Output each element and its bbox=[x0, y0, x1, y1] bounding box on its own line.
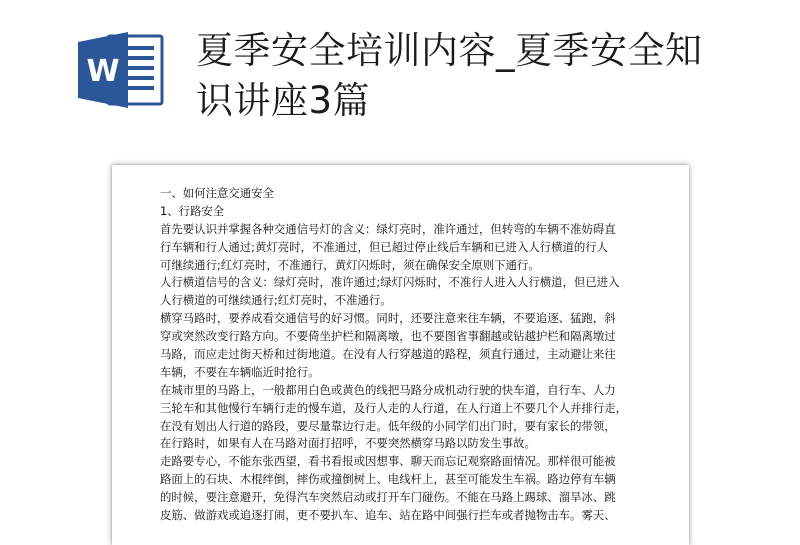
doc-line: 马路，而应走过街天桥和过街地道。在没有人行穿越道的路程，须直行通过，主动避让来往 bbox=[160, 347, 616, 362]
doc-line: 穿或突然改变行路方向。不要倚坐护栏和隔离墩，也不要图省事翻越或钻越护栏和隔离墩过 bbox=[160, 329, 616, 344]
doc-line: 人行横道的可继续通行;红灯亮时，不准通行。 bbox=[160, 293, 392, 308]
doc-line: 的时候，要注意避开，免得汽车突然启动或打开车门碰伤。不能在马路上踢球、溜旱冰、跳 bbox=[160, 490, 616, 505]
doc-line: 在行路时，如果有人在马路对面打招呼，不要突然横穿马路以防发生事故。 bbox=[160, 436, 536, 451]
document-body bbox=[160, 185, 650, 525]
doc-line: 路面上的石块、木棍绊倒，摔伤或撞倒树上、电线杆上，甚至可能发生车祸。路边停有车辆 bbox=[160, 472, 616, 487]
doc-line: 1、行路安全 bbox=[160, 203, 225, 218]
doc-line: 在城市里的马路上，一般都用白色或黄色的线把马路分成机动行驶的快车道，自行车、人力 bbox=[160, 382, 616, 397]
word-logo-svg bbox=[78, 30, 166, 110]
doc-line: 走路要专心，不能东张西望，看书看报或因想事、聊天而忘记观察路面情况。那样很可能被 bbox=[160, 454, 616, 469]
doc-line: 首先要认识并掌握各种交通信号灯的含义：绿灯亮时，准许通过，但转弯的车辆不准妨碍直 bbox=[160, 221, 616, 236]
doc-line: 人行横道信号的含义：绿灯亮时，准许通过;绿灯闪烁时，不准行人进入人行横道，但已进入 bbox=[160, 275, 620, 290]
doc-line: 在没有划出人行道的路段，要尽量靠边行走。低年级的小同学们出门时，要有家长的带领， bbox=[160, 418, 616, 433]
doc-line: 可继续通行;红灯亮时，不准通行，黄灯闪烁时，须在确保安全原则下通行。 bbox=[160, 257, 540, 272]
word-logo-letter: W bbox=[86, 54, 120, 89]
header bbox=[0, 0, 800, 150]
doc-line: 横穿马路时，要养成看交通信号的好习惯。同时，还要注意来往车辆，不要追逐、猛跑，斜 bbox=[160, 311, 616, 326]
word-icon bbox=[78, 30, 166, 110]
doc-line: 皮筋、做游戏或追逐打闹，更不要扒车、追车、站在路中间强行拦车或者抛物击车。雾天、 bbox=[160, 508, 616, 523]
doc-line: 三轮车和其他慢行车辆行走的慢车道，及行人走的人行道，在人行道上不要几个人并排行走， bbox=[160, 400, 628, 415]
doc-line: 行车辆和行人通过;黄灯亮时，不准通过，但已超过停止线后车辆和已进入人行横道的行人 bbox=[160, 239, 609, 254]
doc-line: 一、如何注意交通安全 bbox=[160, 186, 274, 200]
title-line-2: 识讲座3篇 bbox=[196, 79, 371, 122]
title-line-1: 夏季安全培训内容_夏季安全知 bbox=[196, 29, 703, 72]
document-page-preview bbox=[112, 165, 689, 545]
doc-line: 车辆，不要在车辆临近时抢行。 bbox=[160, 364, 320, 379]
page-title bbox=[196, 26, 756, 126]
